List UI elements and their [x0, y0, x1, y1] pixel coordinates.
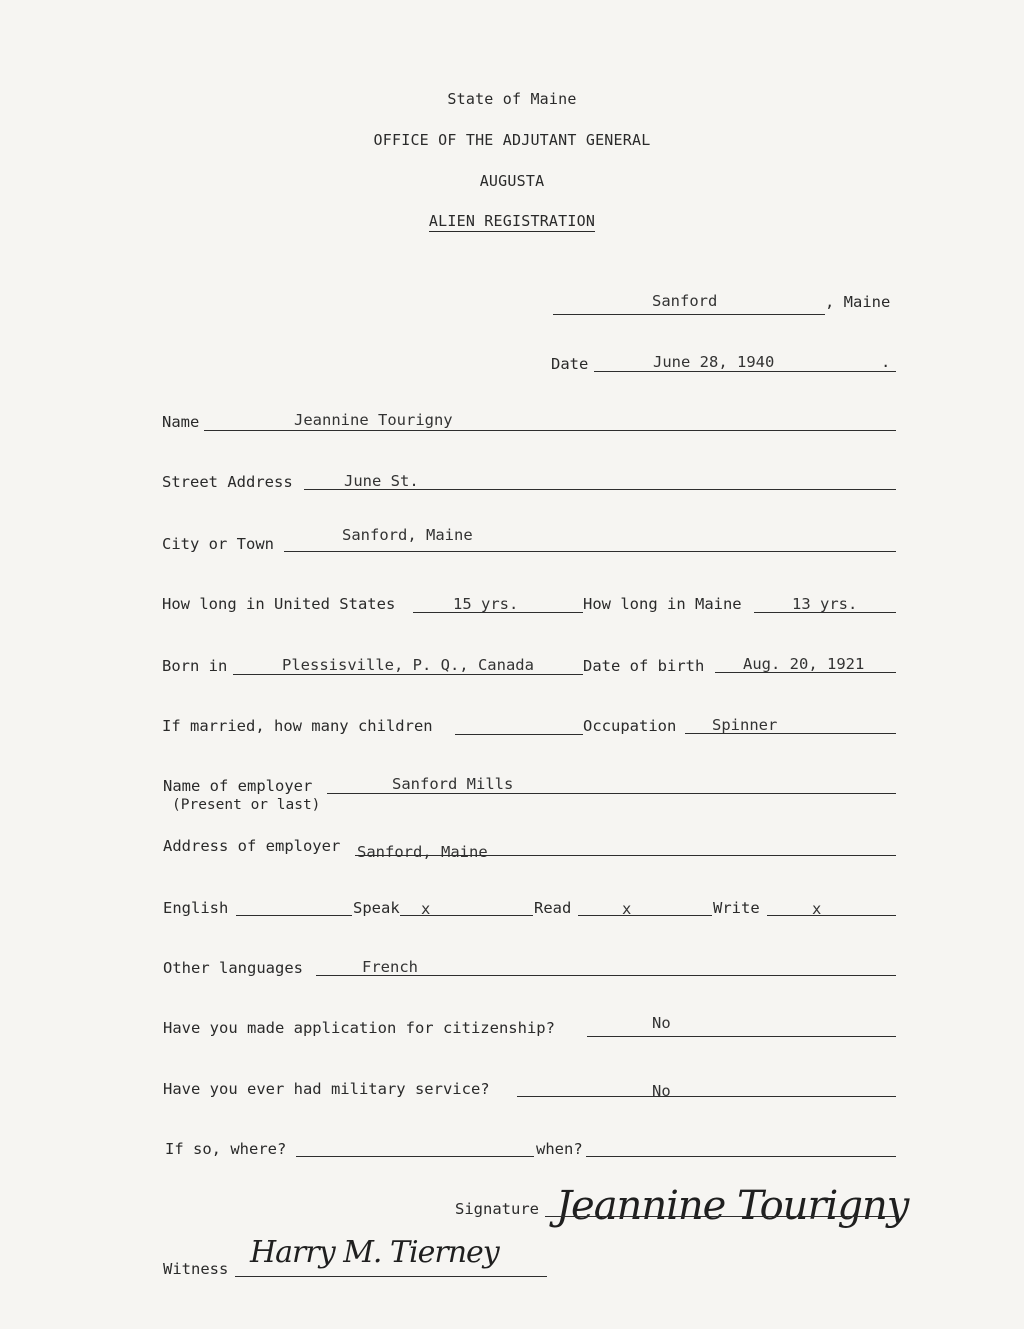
- speak-label: Speak: [353, 899, 400, 917]
- us-duration-value: 15 yrs.: [453, 595, 519, 613]
- signature-handwriting: Jeannine Tourigny: [556, 1183, 909, 1229]
- children-label: If married, how many children: [162, 717, 433, 735]
- dob-label: Date of birth: [583, 657, 705, 675]
- state-heading: State of Maine: [447, 90, 577, 108]
- where-label: If so, where?: [165, 1140, 287, 1158]
- dob-value: Aug. 20, 1921: [743, 655, 865, 673]
- employer-line: [327, 793, 896, 794]
- maine-duration-value: 13 yrs.: [792, 595, 858, 613]
- city-label: City or Town: [162, 535, 274, 553]
- maine-duration-label: How long in Maine: [583, 595, 742, 613]
- employer-label: Name of employer: [163, 777, 313, 795]
- citizenship-value: No: [652, 1014, 671, 1032]
- street-line: [304, 489, 896, 490]
- witness-label: Witness: [163, 1260, 229, 1278]
- write-value: x: [812, 900, 822, 918]
- military-value: No: [652, 1082, 671, 1100]
- location-line: [553, 314, 825, 315]
- form-title: ALIEN REGISTRATION: [428, 212, 596, 230]
- occupation-label: Occupation: [583, 717, 677, 735]
- us-duration-label: How long in United States: [162, 595, 396, 613]
- date-end: .: [881, 353, 891, 371]
- employer-value: Sanford Mills: [392, 775, 514, 793]
- date-value: June 28, 1940: [653, 353, 775, 371]
- signature-label: Signature: [455, 1200, 539, 1218]
- name-value: Jeannine Tourigny: [294, 411, 453, 429]
- write-line: [767, 915, 896, 916]
- read-label: Read: [534, 899, 572, 917]
- name-line: [204, 430, 896, 431]
- speak-line: [400, 915, 533, 916]
- name-label: Name: [162, 413, 200, 431]
- employer-address-value: Sanford, Maine: [357, 843, 488, 861]
- witness-line: [235, 1276, 547, 1277]
- military-label: Have you ever had military service?: [163, 1080, 490, 1098]
- when-label: when?: [536, 1140, 583, 1158]
- us-duration-line: [413, 612, 583, 613]
- occupation-line: [685, 733, 896, 734]
- office-heading: OFFICE OF THE ADJUTANT GENERAL: [373, 131, 651, 149]
- other-languages-line: [316, 975, 896, 976]
- other-languages-value: French: [362, 958, 418, 976]
- citizenship-line: [587, 1036, 896, 1037]
- city-heading: AUGUSTA: [479, 172, 545, 190]
- city-value: Sanford, Maine: [342, 526, 473, 544]
- witness-handwriting: Harry M. Tierney: [250, 1235, 499, 1270]
- when-line: [586, 1156, 896, 1157]
- where-line: [296, 1156, 534, 1157]
- date-label: Date: [551, 355, 589, 373]
- read-line: [578, 915, 712, 916]
- english-line: [236, 915, 352, 916]
- citizenship-label: Have you made application for citizenship?: [163, 1019, 555, 1037]
- maine-duration-line: [754, 612, 896, 613]
- other-languages-label: Other languages: [163, 959, 303, 977]
- location-state: , Maine: [825, 293, 891, 311]
- employer-sublabel: (Present or last): [172, 797, 321, 813]
- born-in-label: Born in: [162, 657, 228, 675]
- born-in-value: Plessisville, P. Q., Canada: [282, 656, 534, 674]
- location-town: Sanford: [652, 292, 718, 310]
- children-line: [455, 734, 583, 735]
- employer-address-line: [355, 855, 896, 856]
- street-label: Street Address: [162, 473, 293, 491]
- english-label: English: [163, 899, 229, 917]
- date-line: [594, 371, 896, 372]
- dob-line: [715, 672, 896, 673]
- city-line: [284, 551, 896, 552]
- read-value: x: [622, 900, 632, 918]
- speak-value: x: [421, 900, 431, 918]
- employer-address-label: Address of employer: [163, 837, 341, 855]
- military-line: [517, 1096, 896, 1097]
- occupation-value: Spinner: [712, 716, 778, 734]
- street-value: June St.: [344, 472, 419, 490]
- signature-line: [545, 1216, 896, 1217]
- born-in-line: [233, 674, 583, 675]
- write-label: Write: [713, 899, 760, 917]
